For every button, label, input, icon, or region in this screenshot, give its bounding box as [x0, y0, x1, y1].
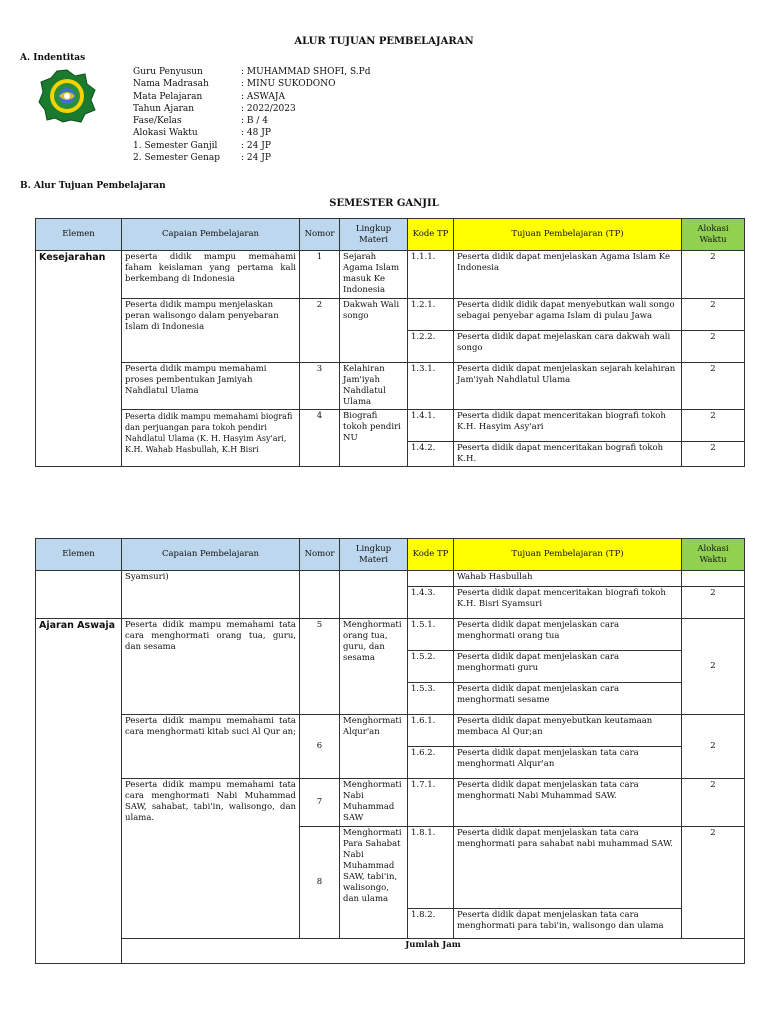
tujuan-cell: Peserta didik dapat menjelaskan sejarah kelahiran Jam'iyah Nahdlatul Ulama — [454, 363, 682, 410]
nomor-cell: 1 — [300, 251, 340, 299]
identity-table — [133, 66, 541, 164]
identity-value: : MINU SUKODONO — [241, 79, 336, 90]
alokasi-cell: 2 — [682, 587, 745, 619]
identity-key: Nama Madrasah — [133, 79, 209, 90]
kode-cell: 1.2.1. — [408, 299, 454, 331]
capaian-cell: Peserta didik mampu memahami proses pembentukan Jamiyah Nahdlatul Ulama — [122, 363, 300, 410]
total-label: Jumlah Jam — [122, 939, 745, 964]
lingkup-cell: Kelahiran Jam'iyah Nahdlatul Ulama — [340, 363, 408, 410]
kode-cell: 1.4.1. — [408, 410, 454, 442]
lingkup-cell: Menghormati Para Sahabat Nabi Muhammad SAW, tabi'in, walisongo, dan ulama — [340, 827, 408, 939]
identity-key: 1. Semester Ganjil — [133, 140, 218, 151]
kode-cell-empty — [408, 571, 454, 587]
tujuan-cell: Peserta didik dapat mejelaskan cara dakwah wali songo — [454, 331, 682, 363]
tujuan-cell: Peserta didik dapat menjelaskan tata cara menghormati para tabi'in, walisongo dan ulama — [454, 909, 682, 939]
identity-row — [133, 115, 541, 127]
tujuan-cell: Wahab Hasbullah — [454, 571, 682, 587]
table-row — [36, 251, 745, 299]
section-b-heading: B. Alur Tujuan Pembelajaran — [20, 181, 166, 191]
header-elemen: Elemen — [36, 539, 122, 571]
alokasi-cell: 2 — [682, 299, 745, 331]
table-row — [36, 571, 745, 587]
identity-row — [133, 66, 541, 78]
capaian-cell: Peserta didik mampu memahami tata cara menghormati orang tua, guru, dan sesama — [122, 619, 300, 715]
table-row — [36, 363, 745, 410]
nomor-cell: 3 — [300, 363, 340, 410]
header-capaian: Capaian Pembelajaran — [122, 539, 300, 571]
nomor-cell: 2 — [300, 299, 340, 363]
tujuan-cell: Peserta didik dapat menyebutkan keutamaan membaca Al Qur;an — [454, 715, 682, 747]
kode-cell: 1.8.1. — [408, 827, 454, 909]
kode-cell: 1.2.2. — [408, 331, 454, 363]
header-kode: Kode TP — [408, 539, 454, 571]
identity-row — [133, 127, 541, 139]
lingkup-cell-empty — [340, 571, 408, 619]
kode-cell: 1.7.1. — [408, 779, 454, 827]
identity-key: Alokasi Waktu — [133, 128, 198, 139]
tujuan-cell: Peserta didik dapat menceritakan bografi tokoh K.H. — [454, 442, 682, 467]
identity-value: : 48 JP — [241, 128, 271, 139]
table-header-row — [36, 219, 745, 251]
header-tujuan: Tujuan Pembelajaran (TP) — [454, 219, 682, 251]
tujuan-cell: Peserta didik dapat menceritakan biografi tokoh K.H. Bisri Syamsuri — [454, 587, 682, 619]
capaian-cell: Syamsuri) — [122, 571, 300, 619]
kode-cell: 1.6.2. — [408, 747, 454, 779]
identity-key: Fase/Kelas — [133, 116, 182, 127]
lingkup-cell: Menghormati orang tua, guru, dan sesama — [340, 619, 408, 715]
identity-row — [133, 103, 541, 115]
table-row — [36, 619, 745, 651]
header-nomor: Nomor — [300, 219, 340, 251]
identity-value: : 24 JP — [241, 140, 271, 151]
alokasi-cell: 2 — [682, 363, 745, 410]
header-capaian: Capaian Pembelajaran — [122, 219, 300, 251]
kode-cell: 1.4.2. — [408, 442, 454, 467]
alokasi-cell: 2 — [682, 442, 745, 467]
elemen-cell: Ajaran Aswaja — [36, 619, 122, 964]
nomor-cell: 6 — [300, 715, 340, 779]
identity-row — [133, 140, 541, 152]
elemen-cell: Kesejarahan — [36, 251, 122, 467]
tujuan-cell: Peserta didik dapat menceritakan biografi tokoh K.H. Hasyim Asy'ari — [454, 410, 682, 442]
header-alokasi: Alokasi Waktu — [682, 539, 745, 571]
learning-flow-table-1 — [35, 218, 745, 467]
tujuan-cell: Peserta didik dapat menjelaskan tata cara menghormati Nabi Muhammad SAW. — [454, 779, 682, 827]
header-alokasi: Alokasi Waktu — [682, 219, 745, 251]
identity-value: : 2022/2023 — [241, 103, 296, 114]
header-lingkup: Lingkup Materi — [340, 539, 408, 571]
identity-value: : 24 JP — [241, 153, 271, 164]
nomor-cell-empty — [300, 571, 340, 619]
elemen-cell-empty — [36, 571, 122, 619]
total-row — [36, 939, 745, 964]
identity-row — [133, 152, 541, 164]
semester-heading: SEMESTER GANJIL — [329, 198, 439, 209]
identity-key: Mata Pelajaran — [133, 91, 203, 102]
alokasi-cell: 2 — [682, 251, 745, 299]
identity-key: Guru Penyusun — [133, 67, 203, 77]
kode-cell: 1.6.1. — [408, 715, 454, 747]
tujuan-cell: Peserta didik didik dapat menyebutkan wali songo sebagai penyebar agama Islam di pulau Jawa — [454, 299, 682, 331]
tujuan-cell: Peserta didik dapat menjelaskan tata cara menghormati Alqur'an — [454, 747, 682, 779]
nomor-cell: 7 — [300, 779, 340, 827]
lingkup-cell: Sejarah Agama Islam masuk Ke Indonesia — [340, 251, 408, 299]
tujuan-cell: Peserta didik dapat menjelaskan Agama Islam Ke Indonesia — [454, 251, 682, 299]
header-tujuan: Tujuan Pembelajaran (TP) — [454, 539, 682, 571]
alokasi-cell: 2 — [682, 331, 745, 363]
header-lingkup: Lingkup Materi — [340, 219, 408, 251]
kode-cell: 1.5.1. — [408, 619, 454, 651]
kode-cell: 1.1.1. — [408, 251, 454, 299]
header-kode: Kode TP — [408, 219, 454, 251]
kode-cell: 1.3.1. — [408, 363, 454, 410]
kode-cell: 1.4.3. — [408, 587, 454, 619]
capaian-cell: Peserta didik mampu memahami tata cara menghormati Nabi Muhammad SAW, sahabat, tabi'in, walisongo, dan ulama. — [122, 779, 300, 939]
tujuan-cell: Peserta didik dapat menjelaskan cara menghormati sesame — [454, 683, 682, 715]
section-a-heading: A. Indentitas — [20, 53, 86, 63]
alokasi-cell: 2 — [682, 715, 745, 779]
learning-flow-table-2 — [35, 538, 745, 964]
kode-cell: 1.8.2. — [408, 909, 454, 939]
lingkup-cell: Biografi tokoh pendiri NU — [340, 410, 408, 467]
header-elemen: Elemen — [36, 219, 122, 251]
kode-cell: 1.5.2. — [408, 651, 454, 683]
nomor-cell: 8 — [300, 827, 340, 939]
table-row — [36, 779, 745, 827]
table-row — [36, 715, 745, 747]
header-nomor: Nomor — [300, 539, 340, 571]
identity-value: : ASWAJA — [241, 91, 285, 102]
lingkup-cell: Dakwah Wali songo — [340, 299, 408, 363]
nomor-cell: 4 — [300, 410, 340, 467]
tujuan-cell: Peserta didik dapat menjelaskan cara menghormati guru — [454, 651, 682, 683]
alokasi-cell: 2 — [682, 619, 745, 715]
table-row — [36, 299, 745, 331]
table-header-row — [36, 539, 745, 571]
capaian-cell: Peserta didik mampu memahami biografi dan perjuangan para tokoh pendiri Nahdlatul Ulama (K. H. Hasyim Asy'ari, K.H. Wahab Hasbullah, K.H Bisri — [122, 410, 300, 467]
table-row — [36, 410, 745, 442]
capaian-cell: Peserta didik mampu menjelaskan peran walisongo dalam penyebaran Islam di Indonesia — [122, 299, 300, 363]
kode-cell: 1.5.3. — [408, 683, 454, 715]
identity-value: : B / 4 — [241, 116, 268, 127]
alokasi-cell: 2 — [682, 779, 745, 827]
lingkup-cell: Menghormati Alqur'an — [340, 715, 408, 779]
identity-row — [133, 91, 541, 103]
identity-value: : MUHAMMAD SHOFI, S.Pd — [241, 67, 371, 77]
nomor-cell: 5 — [300, 619, 340, 715]
lingkup-cell: Menghormati Nabi Muhammad SAW — [340, 779, 408, 827]
alokasi-cell: 2 — [682, 827, 745, 939]
alokasi-cell: 2 — [682, 410, 745, 442]
capaian-cell: peserta didik mampu memahami faham keislaman yang pertama kali berkembang di Indonesia — [122, 251, 300, 299]
madrasah-logo — [37, 68, 97, 124]
tujuan-cell: Peserta didik dapat menjelaskan tata cara menghormati para sahabat nabi muhammad SAW. — [454, 827, 682, 909]
alokasi-cell-empty — [682, 571, 745, 587]
capaian-cell: Peserta didik mampu memahami tata cara menghormati kitab suci Al Qur an; — [122, 715, 300, 779]
document-title: ALUR TUJUAN PEMBELAJARAN — [294, 36, 474, 47]
identity-row — [133, 78, 541, 90]
identity-key: 2. Semester Genap — [133, 153, 220, 164]
tujuan-cell: Peserta didik dapat menjelaskan cara menghormati orang tua — [454, 619, 682, 651]
identity-key: Tahun Ajaran — [133, 103, 195, 114]
